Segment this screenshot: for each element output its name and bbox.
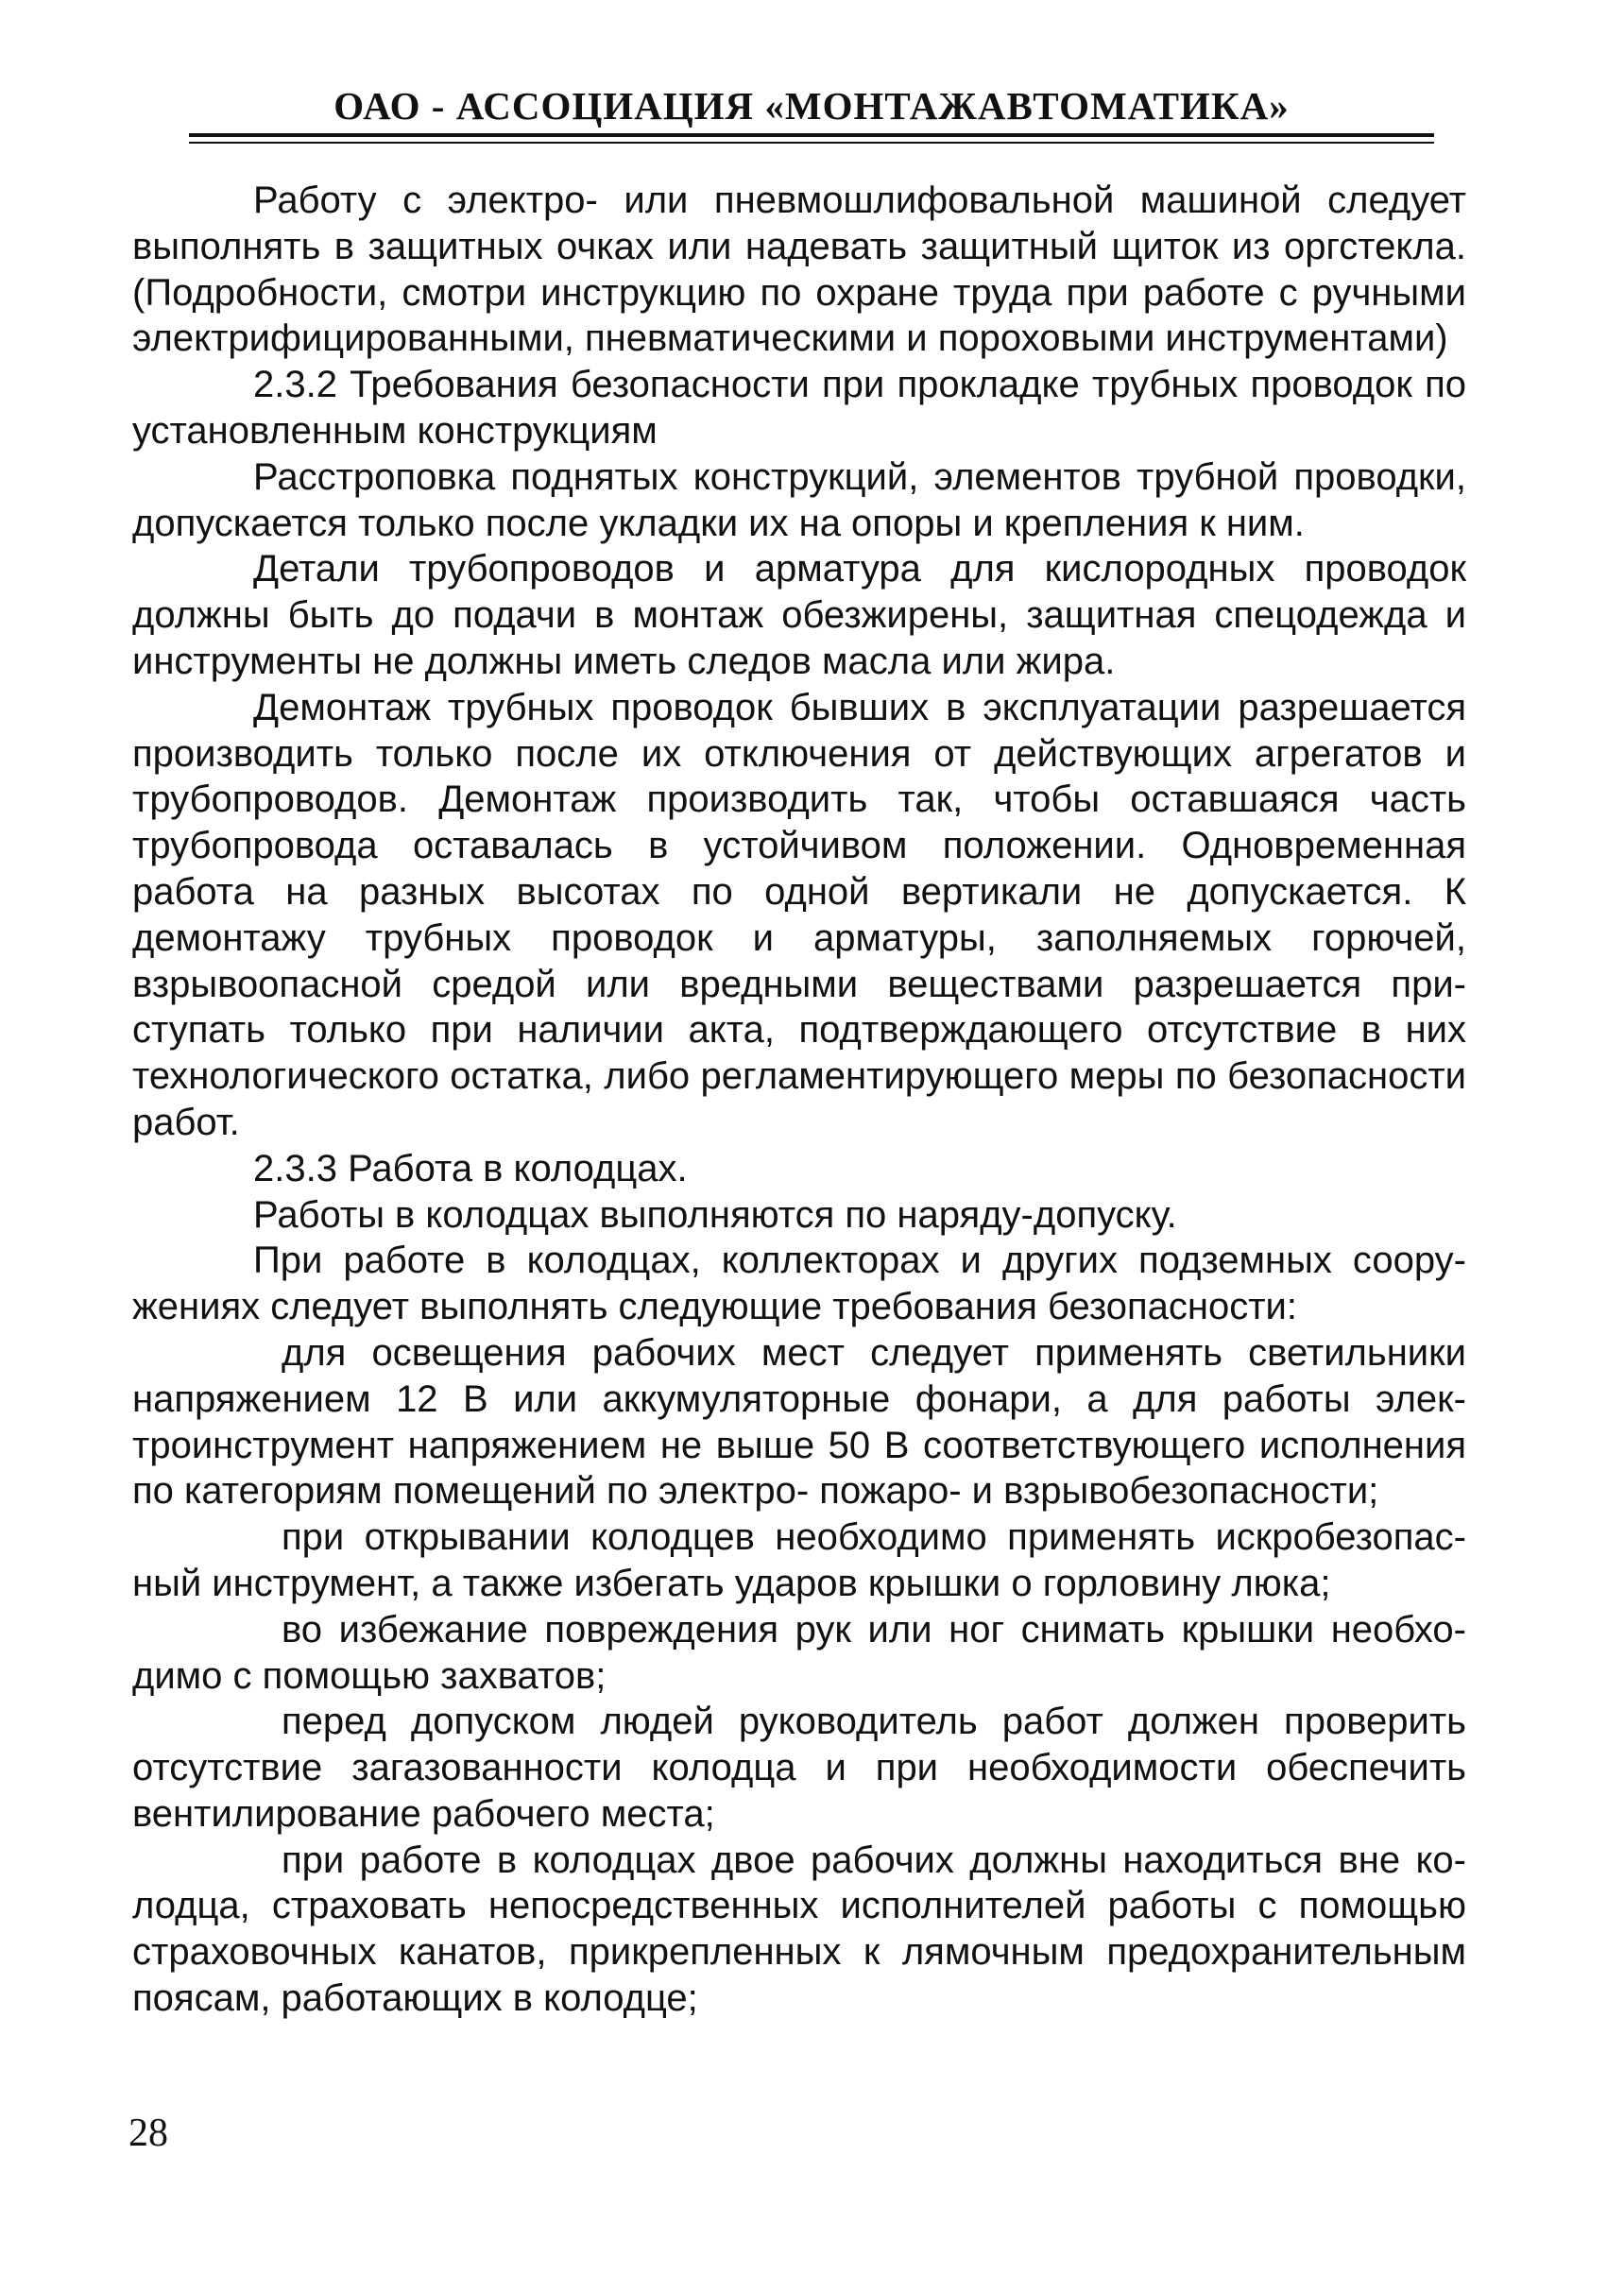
section-heading-2-3-2: 2.3.2 Требования безопасности при прокладке трубных проводок по установленным конструкциям [132, 364, 1466, 452]
section-heading-2-3-3: 2.3.3 Работа в колодцах. [253, 1147, 688, 1189]
header-title: ОАО - АССОЦИАЦИЯ «МОНТАЖАВТОМАТИКА» [333, 84, 1290, 128]
paragraph-dismantling: Демонтаж трубных проводок бывших в эксплуатации разрешается производить только после их отключения от действующих агрегатов и трубопроводов. Демонтаж производить так, чтобы оставшаяся часть трубопровода оставалась в устойчивом положении. Одновременная работа на разных высотах по одной вертикали не допускается. К демонтажу трубных проводок и арматуры, заполняемых горючей, взрывоопасной средой или вредными веществами разрешается приступать только при наличии акта, подтверждающего отсутствие в них технологического остатка, либо регламентирующего меры по безопасности работ. [132, 686, 1466, 1143]
paragraph-grinding-machine: Работу с электро- или пневмошлифовальной машиной следует выполнять в защитных очках или надевать защитный щиток из оргстекла. (Подробности, смотри инструкцию по охране труда при работе с ручными электрифицированными, пневматическими и пороховыми инструментами) [132, 180, 1466, 360]
header-rule-thick [189, 133, 1434, 137]
list-item-gas-check: перед допуском людей руководитель работ должен проверить отсутствие загазованности колодца и при необходимости обеспечить вентилирование рабочего места; [132, 1701, 1466, 1835]
paragraph-unslinging: Расстроповка поднятых конструкций, элементов трубной проводки, допускается только после укладки их на опоры и крепления к ним. [132, 455, 1466, 544]
page-header [189, 79, 1434, 155]
paragraph-oxygen-pipelines: Детали трубопроводов и арматура для кислородных проводок должны быть до подачи в монтаж обезжирены, защитная спецодежда и инструменты не должны иметь следов масла или жира. [132, 548, 1466, 682]
document-body [132, 178, 1466, 2022]
list-item-hatch-covers: во избежание повреждения рук или ног снимать крышки необходимо с помощью захватов; [132, 1608, 1466, 1697]
paragraph-underground-requirements: При работе в колодцах, коллекторах и других подземных сооружениях следует выполнять следующие требования безопасности: [132, 1240, 1466, 1328]
list-item-spark-safe-tools: при открывании колодцев необходимо применять искробезопасный инструмент, а также избегать ударов крышки о горловину люка; [132, 1516, 1466, 1604]
paragraph-work-permit: Работы в колодцах выполняются по наряду-допуску. [253, 1193, 1177, 1236]
page-number: 28 [128, 2112, 168, 2155]
list-item-safety-workers: при работе в колодцах двое рабочих должны находиться вне колодца, страховать непосредственных исполнителей работы с помощью страховочных канатов, прикрепленных к лямочным предохранительным поясам, работающих в колодце; [132, 1839, 1466, 2020]
header-rule-thin [189, 142, 1434, 144]
list-item-lighting: для освещения рабочих мест следует применять светильники напряжением 12 В или аккумуляторные фонари, а для работы электроинструмент напряжением не выше 50 В соответствующего исполнения по категориям помещений по электро- пожаро- и взрывобезопасности; [132, 1331, 1466, 1513]
